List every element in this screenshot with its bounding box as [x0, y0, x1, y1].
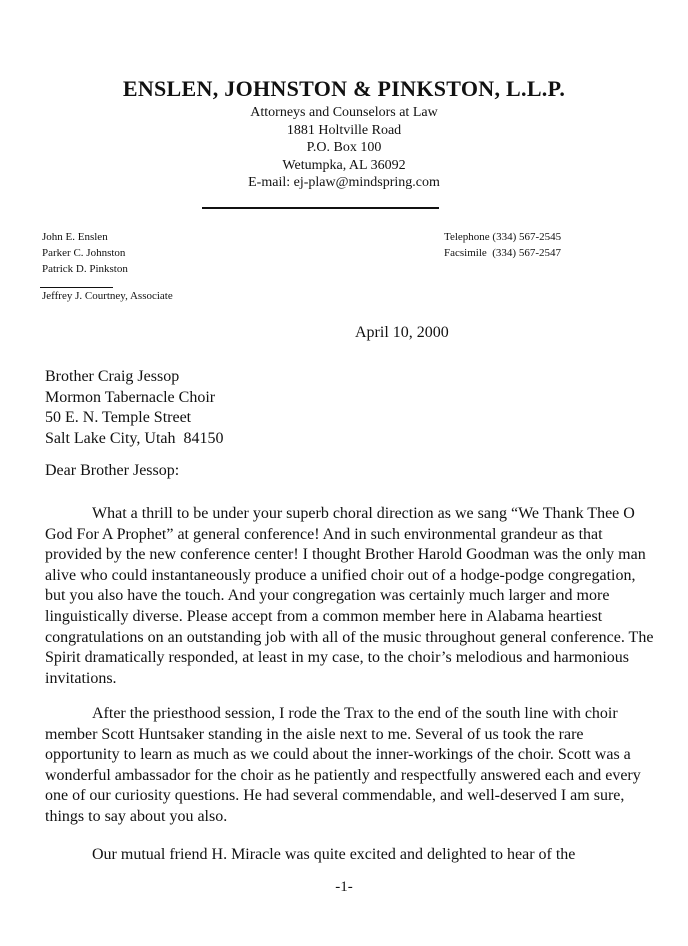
associate-divider: [40, 287, 113, 288]
contact-numbers: [444, 229, 561, 261]
page-number: -1-: [335, 879, 353, 895]
body-paragraph: Our mutual friend H. Miracle was quite excited and delighted to hear of the: [92, 846, 576, 863]
partner-name: Patrick D. Pinkston: [42, 263, 128, 275]
partner-name: John E. Enslen: [42, 231, 108, 243]
firm-subtitle: Attorneys and Counselors at Law: [250, 105, 438, 120]
partner-list: [42, 229, 128, 277]
partner-name: Parker C. Johnston: [42, 247, 126, 259]
letterhead-divider: [202, 207, 439, 209]
street-address: 1881 Holtville Road: [286, 122, 402, 138]
facsimile-number: Facsimile (334) 567-2547: [444, 247, 562, 259]
letterhead-address: [0, 104, 688, 192]
telephone-number: Telephone (334) 567-2545: [444, 231, 562, 243]
body-paragraph: What a thrill to be under your superb choral direction as we sang “We Thank Thee O God For A Prophet” at general conference! And in such environmental grandeur as that provided by the new conference center! I thought Brother Harold Goodman was the only man alive who could instantaneously produce a unified choir out of a hodge-podge congregation, but you also have the touch. And your congregation was certainly much larger and more linguistically diverse. Please accept from a common member here in Alabama heartiest congratulations on an outstanding job with all of the music throughout general conference. The Spirit dramatically responded, at least in my case, to the choir’s melodious and harmonious invitations.: [45, 505, 654, 687]
associate-name: Jeffrey J. Courtney, Associate: [42, 290, 173, 302]
firm-name: ENSLEN, JOHNSTON & PINKSTON, L.L.P.: [122, 76, 566, 101]
letter-date: April 10, 2000: [355, 324, 449, 341]
salutation: Dear Brother Jessop:: [45, 462, 180, 479]
email-address: E-mail: ej-plaw@mindspring.com: [248, 175, 440, 191]
recipient-line: Mormon Tabernacle Choir: [45, 388, 216, 406]
recipient-line: 50 E. N. Temple Street: [45, 409, 192, 426]
body-paragraph: After the priesthood session, I rode the Trax to the end of the south line with choir member Scott Huntsaker standing in the aisle next to me. Several of us took the rare opportunity to learn as much as we could about the inner-workings of the choir. Scott was a wonderful ambassador for the choir as he patiently and respectfully answered each and every one of our curiosity questions. He had several commendable, and well-deserved I am sure, things to say about you also.: [45, 705, 641, 825]
po-box: P.O. Box 100: [306, 140, 382, 156]
city-state-zip: Wetumpka, AL 36092: [282, 157, 406, 173]
recipient-line: Salt Lake City, Utah 84150: [45, 429, 224, 447]
recipient-address: [45, 367, 224, 449]
recipient-line: Brother Craig Jessop: [45, 368, 180, 385]
